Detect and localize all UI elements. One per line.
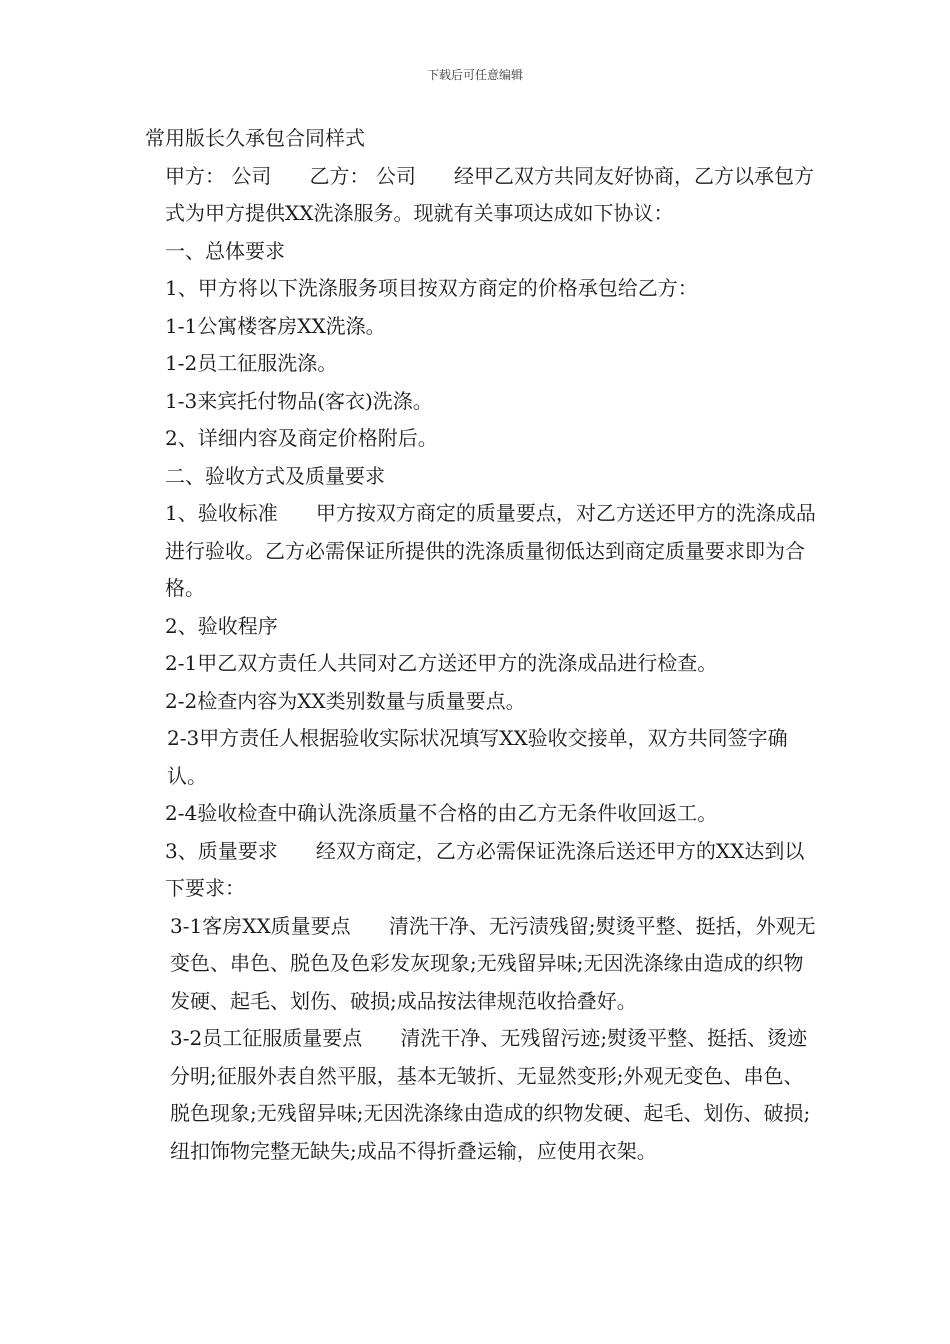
paragraph-item: 3-1客房XX质量要点 清洗干净、无污渍残留;熨烫平整、挺括，外观无变色、串色、脱色及色彩发灰现象;无残留异味;无因洗涤缘由造成的织物发硬、起毛、划伤、破损;成品按法律规范收拾叠好。 [170, 913, 816, 1013]
paragraph-item: 2-3甲方责任人根据验收实际状况填写XX验收交接单，双方共同签字确认。 [167, 726, 788, 788]
paragraph-item: 2-1甲乙双方责任人共同对乙方送还甲方的洗涤成品进行检查。 [165, 651, 718, 675]
paragraph-item: 3、质量要求 经双方商定，乙方必需保证洗涤后送还甲方的XX达到以下要求： [165, 838, 805, 900]
paragraph-item: 3-2员工征服质量要点 清洗干净、无残留污迹;熨烫平整、挺括、烫迹分明;征服外表自然平服，基本无皱折、无显然变形;外观无变色、串色、脱色现象;无残留异味;无因洗涤缘由造成的织物发硬、起毛、划伤、破损;纽扣饰物完整无缺失;成品不得折叠运输，应使用衣架。 [170, 1026, 811, 1163]
paragraph-parties: 甲方： 公司 乙方： 公司 经甲乙双方共同友好协商，乙方以承包方式为甲方提供XX洗涤服务。现就有关事项达成如下协议： [165, 163, 815, 225]
paragraph-item: 1、验收标准 甲方按双方商定的质量要点，对乙方送还甲方的洗涤成品进行验收。乙方必需保证所提供的洗涤质量彻低达到商定质量要求即为合格。 [165, 501, 816, 600]
document-body [145, 120, 817, 1170]
page-header-note: 下载后可任意编辑 [426, 68, 523, 82]
paragraph-item: 2、验收程序 [165, 613, 278, 638]
paragraph-item: 1-1公寓楼客房XX洗涤。 [165, 313, 386, 338]
document-title: 常用版长久承包合同样式 [145, 126, 365, 150]
paragraph-item: 2-4验收检查中确认洗涤质量不合格的由乙方无条件收回返工。 [165, 801, 718, 825]
paragraph-item: 1-3来宾托付物品(客衣)洗涤。 [165, 388, 433, 413]
section-heading-acceptance: 二、验收方式及质量要求 [165, 463, 385, 488]
paragraph-item: 2、详细内容及商定价格附后。 [165, 426, 438, 450]
paragraph-item: 1、甲方将以下洗涤服务项目按双方商定的价格承包给乙方： [165, 276, 698, 300]
paragraph-item: 2-2检查内容为XX类别数量与质量要点。 [165, 688, 526, 713]
section-heading-general: 一、总体要求 [165, 238, 285, 263]
paragraph-item: 1-2员工征服洗涤。 [165, 351, 338, 375]
